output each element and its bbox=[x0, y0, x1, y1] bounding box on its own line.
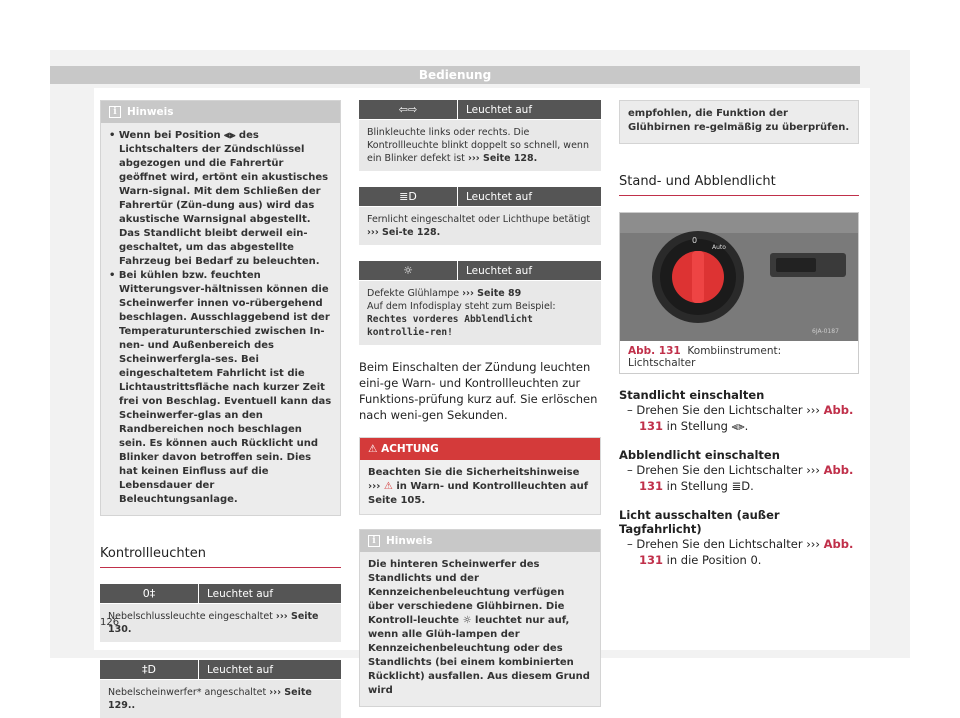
column-3 bbox=[619, 100, 859, 568]
step-text: in Stellung ≣D. bbox=[663, 479, 754, 493]
page-header: Bedienung bbox=[50, 66, 860, 84]
auto-label: Auto bbox=[712, 244, 726, 251]
achtung-text: Beachten Sie die Sicherheitshinweise ››› bbox=[368, 467, 580, 492]
achtung-box bbox=[359, 437, 601, 515]
lamp-desc-text: Auf dem Infodisplay steht zum Beispiel: bbox=[367, 301, 556, 312]
hinweis-title: Hinweis bbox=[386, 535, 433, 547]
lamp-label: Leuchtet auf bbox=[457, 100, 601, 119]
step-heading: Licht ausschalten (außer Tagfahrlicht) bbox=[619, 508, 780, 536]
achtung-body bbox=[360, 460, 600, 514]
page-ref-link[interactable]: ››› Seite 89 bbox=[462, 288, 522, 299]
info-icon: i bbox=[109, 106, 121, 118]
display-message: Rechtes vorderes Abblendlicht kontrollie-ren! bbox=[367, 314, 533, 338]
lamp-label: Leuchtet auf bbox=[457, 187, 601, 206]
figure-caption bbox=[620, 341, 858, 373]
lamp-description bbox=[359, 207, 601, 245]
figure-ref-link[interactable]: Abb. 131 bbox=[639, 463, 854, 493]
step-item: – Drehen Sie den Lichtschalter ››› Abb. 131 in Stellung ⫷⫸. bbox=[627, 403, 854, 433]
lamp-row bbox=[359, 100, 601, 120]
figure-code: 6JA-0187 bbox=[812, 328, 839, 335]
achtung-text: in Warn- und Kontrollleuchten auf Seite 105. bbox=[368, 481, 589, 506]
info-icon: i bbox=[368, 535, 380, 547]
lamp-desc-text: Nebelschlussleuchte eingeschaltet bbox=[108, 611, 273, 622]
hinweis-continuation bbox=[619, 100, 859, 144]
lamp-row bbox=[100, 584, 341, 604]
front-fog-icon: ‡D bbox=[100, 660, 198, 679]
lamp-entry bbox=[100, 584, 341, 642]
lamp-row bbox=[359, 187, 601, 207]
figure-ref-link[interactable]: Abb. 131 bbox=[639, 403, 854, 433]
hinweis-bullet: • Wenn bei Position ⫷⫸ des Lichtschalters der Zündschlüssel abgezogen und die Fahrertür geöffnet wird, ertönt ein akustisches Warn-signal. Mit dem Schließen der Fahrertür (Zün-dung aus) wird das akustische Warnsignal abgestellt. Das Standlicht bleibt derweil ein-geschaltet, um das abgestellte Fahrzeug bei Bedarf zu beleuchten. bbox=[109, 130, 329, 267]
hinweis-box bbox=[359, 529, 601, 707]
light-switch-illustration bbox=[620, 213, 858, 341]
section-title-stand: Stand- und Abblendlicht bbox=[619, 174, 859, 196]
figure-number: Abb. 131 bbox=[628, 345, 681, 357]
lamp-entry bbox=[359, 100, 601, 171]
hinweis-body: empfohlen, die Funktion der Glühbirnen re-gelmäßig zu überprüfen. bbox=[628, 108, 850, 133]
step-item: – Drehen Sie den Lichtschalter ››› Abb. 131 in die Position 0. bbox=[627, 537, 854, 567]
page-ref-link[interactable]: ››› Seite 128. bbox=[467, 153, 538, 164]
hinweis-box bbox=[100, 100, 341, 516]
step-item: – Drehen Sie den Lichtschalter ››› Abb. 131 in Stellung ≣D. bbox=[627, 463, 854, 493]
hinweis-header bbox=[101, 101, 340, 123]
high-beam-icon: ≣D bbox=[359, 187, 457, 206]
lamp-label: Leuchtet auf bbox=[198, 584, 341, 603]
lamp-description bbox=[359, 281, 601, 345]
bullet-text: Wenn bei Position ⫷⫸ des Lichtschalters der Zündschlüssel abgezogen und die Fahrertür geöffnet wird, ertönt ein akustisches Warn-signal. Mit dem Schließen der Fahrertür (Zün-dung aus) wird das akustische Warnsignal abgestellt. Das Standlicht bleibt derweil ein-geschaltet, um das abgestellte Fahrzeug bei Bedarf zu beleuchten. bbox=[118, 130, 329, 267]
lamp-entry bbox=[359, 187, 601, 245]
caption-text: Kombiinstrument: Lichtschalter bbox=[628, 345, 782, 369]
column-2 bbox=[359, 100, 601, 707]
warning-triangle-icon: ⚠ bbox=[383, 481, 393, 492]
bullet-text: Bei kühlen bzw. feuchten Witterungsver-hältnissen können die Scheinwerfer innen vo-rübergehend beschlagen. Ausschlaggebend ist der Temperaturunterschied zwischen In-nen- und Außenbereich des Scheinwerfergla-ses. Bei eingeschaltetem Fahrlicht ist die Lichtaustrittsfläche nach kurzer Zeit frei von Beschlag. Eventuell kann das Scheinwerfer-glas an den Randbereichen noch beschlagen sein. Es können auch Rücklicht und Blinker davon betroffen sein. Dies hat keinen Einfluss auf die Lebensdauer der Beleuchtungsanlage. bbox=[118, 270, 332, 505]
lamp-desc-text: Nebelscheinwerfer* angeschaltet bbox=[108, 687, 267, 698]
lamp-label: Leuchtet auf bbox=[457, 261, 601, 280]
section-title-kontrollleuchten: Kontrollleuchten bbox=[100, 546, 341, 568]
step-heading: Abblendlicht einschalten bbox=[619, 448, 780, 462]
step-text: Drehen Sie den Lichtschalter ››› bbox=[636, 537, 824, 551]
step-heading: Standlicht einschalten bbox=[619, 388, 765, 402]
lamp-entry bbox=[359, 261, 601, 345]
hinweis-bullet: • Bei kühlen bzw. feuchten Witterungsver-hältnissen können die Scheinwerfer innen vo-rübergehend beschlagen. Ausschlaggebend ist der Temperaturunterschied zwischen In-nen- und Außenbereich des Scheinwerfergla-ses. Bei eingeschaltetem Fahrlicht ist die Lichtaustrittsfläche nach kurzer Zeit frei von Beschlag. Eventuell kann das Scheinwerfer-glas an den Randbereichen noch beschlagen sein. Es können auch Rücklicht und Blinker davon betroffen sein. Dies hat keinen Einfluss auf die Lebensdauer der Beleuchtungsanlage. bbox=[109, 270, 332, 505]
column-1 bbox=[100, 100, 341, 718]
lamp-description bbox=[100, 604, 341, 642]
lamp-desc-text: Blinkleuchte links oder rechts. Die Kontrollleuchte blinkt doppelt so schnell, wenn ein Blinker defekt ist bbox=[367, 127, 589, 164]
lamp-desc-text: Fernlicht eingeschaltet oder Lichthupe betätigt bbox=[367, 214, 591, 225]
figure-131 bbox=[619, 212, 859, 374]
lamp-description bbox=[359, 120, 601, 171]
hinweis-body: Die hinteren Scheinwerfer des Standlichts und der Kennzeichenbeleuchtung verfügen über verschiedene Glühbirnen. Die Kontroll-leuchte ☼ leuchtet nur auf, wenn alle Glüh-lampen der Kennzeichenbeleuchtung oder des Standlichts (bei einem kombinierten Rücklicht) ausfallen. Aus diesem Grund wird bbox=[368, 559, 590, 696]
ignition-paragraph: Beim Einschalten der Zündung leuchten eini-ge Warn- und Kontrollleuchten zur Funktions-prüfung kurz auf. Sie erlöschen nach weni-gen Sekunden. bbox=[359, 360, 598, 422]
figure-ref-link[interactable]: Abb. 131 bbox=[639, 537, 854, 567]
page-number: 126 bbox=[100, 617, 120, 628]
step-text: Drehen Sie den Lichtschalter ››› bbox=[636, 403, 824, 417]
lamp-entry bbox=[100, 660, 341, 718]
lamp-row bbox=[359, 261, 601, 281]
lamp-desc-text: Defekte Glühlampe bbox=[367, 288, 460, 299]
hinweis-title: Hinweis bbox=[127, 106, 174, 118]
turn-signal-icon: ⇦⇨ bbox=[359, 100, 457, 119]
lamp-description bbox=[100, 680, 341, 718]
light-switch-photo bbox=[620, 213, 858, 341]
svg-text:0: 0 bbox=[692, 236, 698, 245]
page-ref-link[interactable]: ››› Sei-te 128. bbox=[367, 227, 441, 238]
bulb-fault-icon: ☼ bbox=[359, 261, 457, 280]
step-text: Drehen Sie den Lichtschalter ››› bbox=[636, 463, 824, 477]
hinweis-body bbox=[101, 123, 340, 515]
lamp-label: Leuchtet auf bbox=[198, 660, 341, 679]
hinweis-header bbox=[360, 530, 600, 552]
page-ref-link[interactable]: ››› Seite 129.. bbox=[108, 687, 312, 711]
page-ref-link[interactable]: ››› Seite 130. bbox=[108, 611, 319, 635]
achtung-title: ACHTUNG bbox=[381, 443, 439, 455]
step-text: in Stellung ⫷⫸. bbox=[663, 419, 749, 433]
lamp-row bbox=[100, 660, 341, 680]
rear-fog-icon: 0‡ bbox=[100, 584, 198, 603]
step-text: in die Position 0. bbox=[663, 553, 762, 567]
achtung-header: ⚠ ACHTUNG bbox=[360, 438, 600, 460]
